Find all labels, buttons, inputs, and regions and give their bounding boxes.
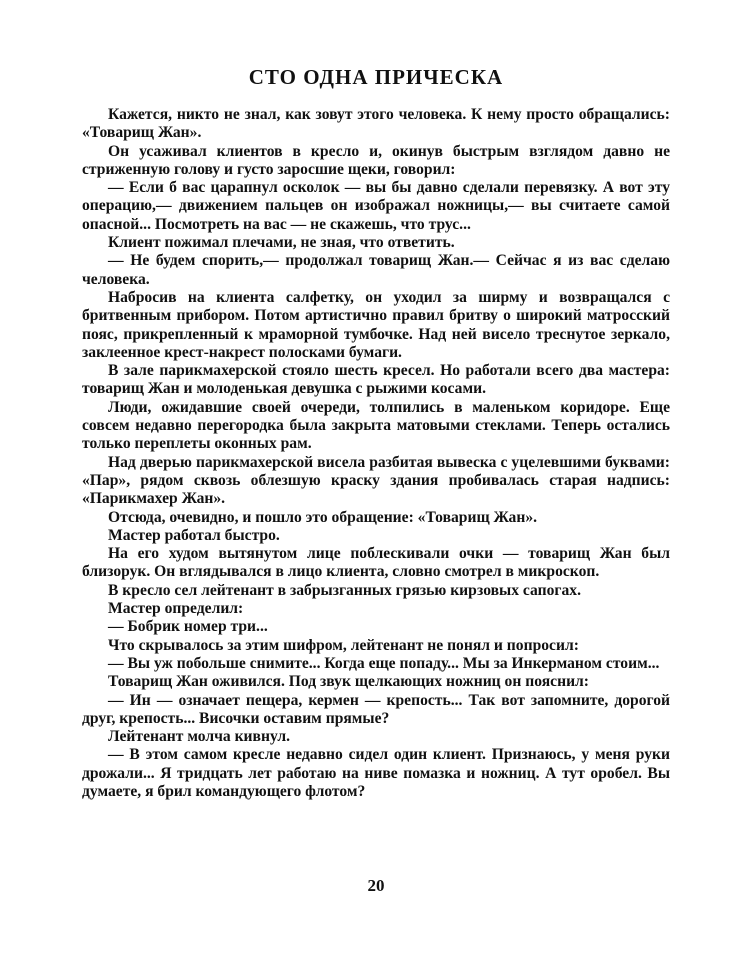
paragraph: Товарищ Жан оживился. Под звук щелкающих ножниц он пояснил: [108,673,589,691]
paragraph: Мастер определил: [108,600,244,618]
paragraph: Набросив на клиента салфетку, он уходил за ширму и возвращался с бритвенным прибором. Потом артистично правил бритву о широкий матросский пояс, прикрепленный к мраморной тумбочке. Над ней висело треснутое зеркало, заклеенное крест-накрест полосками бумаги. [82,288,670,361]
paragraph: — Бобрик номер три... [108,618,268,636]
paragraph: В кресло сел лейтенант в забрызганных грязью кирзовых сапогах. [108,581,581,599]
paragraph: Что скрывалось за этим шифром, лейтенант не понял и попросил: [108,636,579,654]
paragraph: — Вы уж побольше снимите... Когда еще попаду... Мы за Инкерманом стоим... [108,654,660,672]
paragraph: Люди, ожидавшие своей очереди, толпились в маленьком коридоре. Еще совсем недавно перегородка была закрыта матовыми стеклами. Теперь остались только переплеты оконных рам. [82,398,670,453]
page-number: 20 [367,876,385,895]
page-body [82,62,670,801]
story-title: СТО ОДНА ПРИЧЕСКА [248,65,504,89]
story-text [82,106,670,801]
paragraph: — Если б вас царапнул осколок — вы бы давно сделали перевязку. А вот эту операцию,— движением пальцев он изображал ножницы,— вы считаете самой опасной... Посмотреть на вас — не скажешь, что трус... [82,179,670,233]
paragraph: Лейтенант молча кивнул. [108,728,291,746]
paragraph: Он усаживал клиентов в кресло и, окинув быстрым взглядом давно не стриженную голову и густо заросшие щеки, говорил: [82,142,670,178]
paragraph: Над дверью парикмахерской висела разбитая вывеска с уцелевшими буквами: «Пар», рядом сквозь облезшую краску здания пробивалась старая надпись: «Парикмахер Жан». [82,453,670,508]
paragraph: В зале парикмахерской стояло шесть кресел. Но работали всего два мастера: товарищ Жан и молоденькая девушка с рыжими косами. [82,362,670,398]
paragraph: На его худом вытянутом лице поблескивали очки — товарищ Жан был близорук. Он вглядывался в лицо клиента, словно смотрел в микроскоп. [82,545,670,581]
paragraph: — Не будем спорить,— продолжал товарищ Жан.— Сейчас я из вас сделаю человека. [82,252,670,288]
paragraph: — В этом самом кресле недавно сидел один клиент. Признаюсь, у меня руки дрожали... Я тридцать лет работаю на ниве помазка и ножниц. А тут оробел. Вы думаете, я брил командующего флотом? [82,746,670,800]
paragraph: — Ин — означает пещера, кермен — крепость... Так вот запомните, дорогой друг, крепость... Височки оставим прямые? [82,691,670,727]
paragraph: Клиент пожимал плечами, не зная, что ответить. [108,234,455,252]
paragraph: Мастер работал быстро. [108,526,280,544]
paragraph: Кажется, никто не знал, как зовут этого человека. К нему просто обращались: «Товарищ Жан». [82,106,670,142]
paragraph: Отсюда, очевидно, и пошло это обращение: «Товарищ Жан». [108,508,538,526]
